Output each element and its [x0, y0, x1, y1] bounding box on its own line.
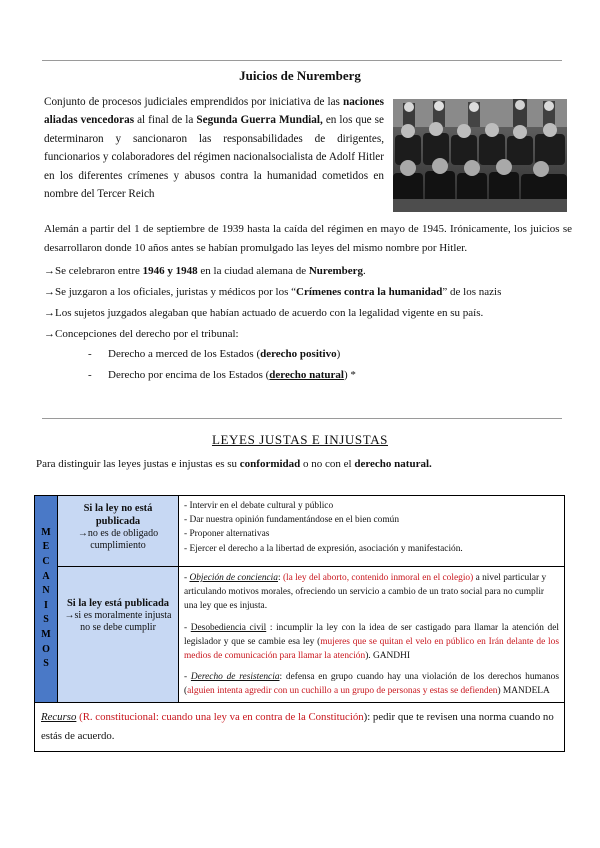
nuremberg-trial-photo — [393, 99, 567, 212]
bullet-positive-law: - Derecho a merced de los Estados (derecho positivo) — [88, 348, 341, 360]
nuremberg-paragraph: Alemán a partir del 1 de septiembre de 1939 hasta la caída del régimen en mayo de 1945. Irónicamente, los juicios se desarrollaron donde 10 años antes se habían promulgado las leyes del mismo nombre por Hitler. — [44, 223, 572, 254]
recurso-row: Recurso (R. constitucional: cuando una ley va en contra de la Constitución): pedir que te revisen una norma cuando no estás de acuerdo. — [35, 702, 565, 751]
middle-divider — [42, 418, 562, 419]
concepts-line: →Concepciones del derecho por el tribunal: — [44, 328, 239, 340]
condition-not-published: Si la ley no está publicada →no es de obligado cumplimiento — [58, 496, 179, 567]
lead-sentence: Para distinguir las leyes justas e injustas es su conformidad o no con el derecho natural. — [36, 458, 432, 470]
list-item: - Ejercer el derecho a la libertad de expresión, asociación y manifestación. — [184, 543, 463, 554]
resistencia-item: - Derecho de resistencia: defensa en grupo cuando hay una violación de los derechos humanos (alguien intenta agredir con un cuchillo a un grupo de personas y estas se defienden) MANDELA — [184, 672, 560, 697]
table-row — [35, 702, 565, 751]
mecanismos-vertical-label: M E C A N I S M O S — [35, 496, 58, 703]
objecion-item: - Objeción de conciencia: (la ley del aborto, contenido inmoral en el colegio) a nivel particular y articulando motivos morales, ofreciendo un servicio a cambio de un trato social para no cumplir una ley que es injusta. — [184, 573, 547, 612]
desobediencia-item: - Desobediencia civil : incumplir la ley con la idea de ser castigado para llamar la atención del legislador y que se cambie esa ley (mujeres que se quitan el velo en público en Irán delante de los medios de comunicación para llamar la atención). GANDHI — [184, 622, 559, 662]
section-title-leyes: LEYES JUSTAS E INJUSTAS — [211, 432, 389, 447]
mechanisms-table — [34, 495, 565, 752]
section-title-nuremberg: Juicios de Nuremberg — [239, 68, 361, 83]
top-divider — [42, 60, 562, 61]
intro-paragraph: Conjunto de procesos judiciales emprendidos por iniciativa de las naciones aliadas vencedoras al final de la Segunda Guerra Mundial, en los que se determinaron y sancionaron las responsabilidades de dirigentes, funcionarios y colaboradores del régimen nacionalsocialista de Adolf Hitler en los diferentes crímenes y abusos contra la humanidad cometidos en nombre del Tercer Reich — [44, 96, 384, 201]
dates-line: →Se celebraron entre 1946 y 1948 en la ciudad alemana de Nuremberg. — [44, 265, 366, 277]
bullet-natural-law: - Derecho por encima de los Estados (derecho natural) * — [88, 369, 356, 381]
list-item: - Dar nuestra opinión fundamentándose en el bien común — [184, 515, 400, 526]
table-row — [35, 496, 565, 567]
table-row — [35, 567, 565, 703]
actions-published — [179, 567, 565, 703]
judged-line: →Se juzgaron a los oficiales, juristas y médicos por los “Crímenes contra la humanidad” de los nazis — [44, 286, 502, 298]
list-item: - Proponer alternativas — [184, 529, 270, 540]
list-item: - Intervir en el debate cultural y público — [184, 501, 334, 511]
legality-line: →Los sujetos juzgados alegaban que habían actuado de acuerdo con la legalidad vigente en su país. — [44, 307, 484, 319]
actions-not-published — [179, 496, 565, 567]
condition-published: Si la ley está publicada →si es moralmente injusta no se debe cumplir — [58, 567, 179, 703]
